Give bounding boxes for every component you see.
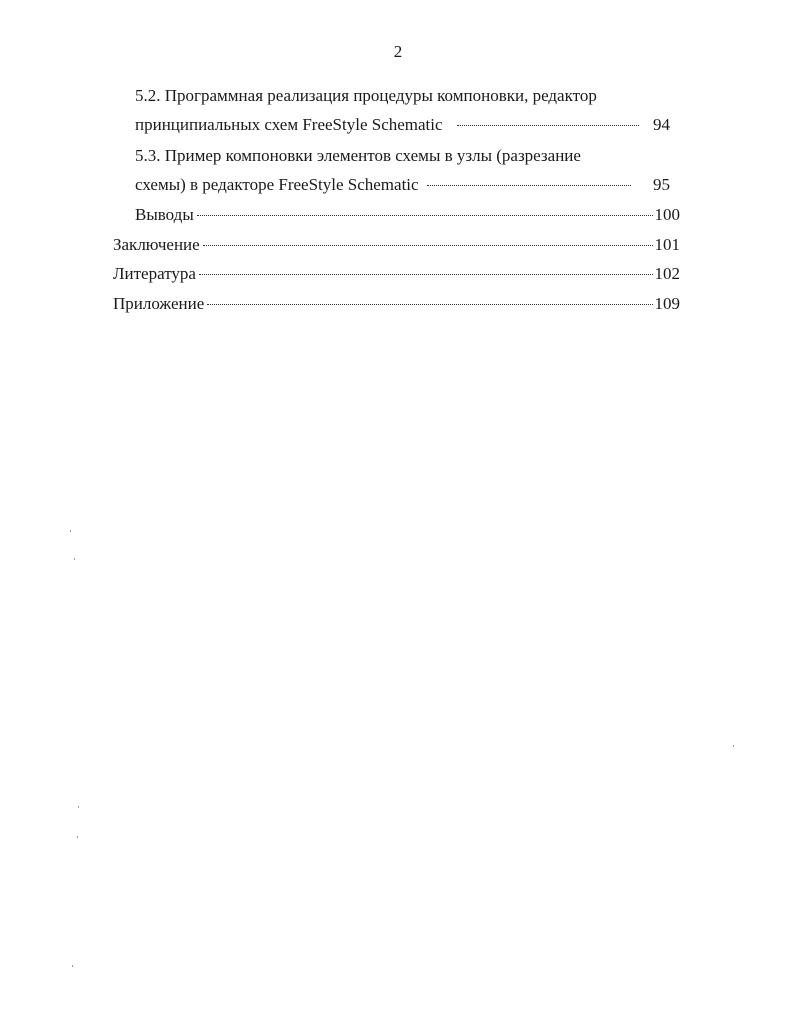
toc-entry-title-line1: 5.2. Программная реализация процедуры компоновки, редактор	[135, 86, 597, 105]
toc-entry-title-line2: схемы) в редакторе FreeStyle Schematic	[135, 175, 419, 194]
toc-entry-page: 100	[654, 205, 680, 224]
toc-entry-leader-row	[113, 264, 680, 284]
toc-entry-title: Приложение	[113, 294, 205, 313]
scan-speck	[733, 745, 734, 747]
scan-speck	[77, 836, 78, 838]
scan-speck	[72, 965, 73, 967]
dot-leader	[457, 125, 639, 126]
scan-speck	[70, 530, 71, 532]
toc-entry-title: Выводы	[135, 205, 194, 224]
toc-entry-leader-row	[135, 205, 680, 225]
toc-entry-title-line2: принципиальных схем FreeStyle Schematic	[135, 115, 443, 134]
dot-leader	[203, 245, 653, 246]
dot-leader	[197, 215, 653, 216]
toc-entry-title: Литература	[113, 264, 196, 283]
toc-entry-leader-row	[135, 175, 670, 195]
dot-leader	[427, 185, 631, 186]
dot-leader	[207, 304, 652, 305]
scan-speck	[74, 558, 75, 560]
toc-entry-page: 102	[654, 264, 680, 283]
toc-entry-page: 95	[653, 175, 670, 194]
toc-entry-leader-row	[135, 115, 670, 135]
page-number: 2	[393, 42, 403, 61]
toc-entry-page: 94	[653, 115, 670, 134]
toc-entry-leader-row	[113, 294, 680, 314]
toc-entry-leader-row	[113, 235, 680, 255]
toc-entry-page: 101	[654, 235, 680, 254]
dot-leader	[199, 274, 653, 275]
toc-entry-page: 109	[654, 294, 680, 313]
toc-entry-title: Заключение	[113, 235, 200, 254]
toc-entry-title-line1: 5.3. Пример компоновки элементов схемы в узлы (разрезание	[135, 146, 581, 165]
scan-speck	[78, 806, 79, 808]
